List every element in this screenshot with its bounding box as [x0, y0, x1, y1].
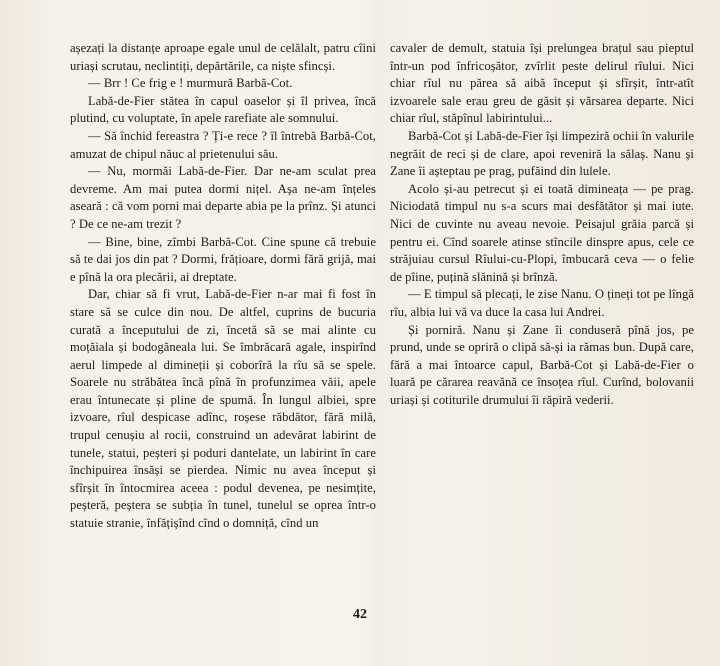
paragraph: Dar, chiar să fi vrut, Labă-de-Fier n-ar mai fi fost în stare să se culce din nou. De altfel, cuprins de bucuria curată a începutului de zi, încetă să se mai alinte cu moțăiala și bodogăneala lui. Se îmbrăcară agale, inspirînd aerul limpede al dimineții și coborîră la rîu să se spele. Soarele nu străbătea încă pînă în profunzimea văii, apele erau întunecate și pline de spumă. În lungul albiei, spre izvoare, rîul despicase adînc, roșese răbdător, fără milă, trupul cenușiu al rocii, construind un adevărat labirint de tunele, statui, peșteri și poduri dantelate, un labirint în care închipuirea însăși se pierdea. Nimic nu avea început și sfîrșit în întocmirea aceea : podul devenea, pe nesimțite, peșteră, peștera se subția în tunel, tunelul se oprea într-o statuie stranie, înfățișînd cînd o domniță, cînd un	[70, 287, 376, 531]
left-text-column	[70, 40, 376, 533]
paragraph: Barbă-Cot și Labă-de-Fier își limpeziră ochii în valurile negrăit de reci și de clare, apoi reveniră la sălaș. Nanu și Zane îi așteptau pe prag, pufăind din lulele.	[390, 128, 694, 179]
paragraph: — Să închid fereastra ? Ți-e rece ? îl întrebă Barbă-Cot, amuzat de chipul năuc al prietenului său.	[70, 128, 376, 161]
right-text-column	[390, 40, 694, 409]
paragraph: Și porniră. Nanu și Zane îi conduseră pînă jos, pe prund, unde se opriră o clipă să-și ia rămas bun. După care, fără a mai întoarce capul, Barbă-Cot și Labă-de-Fier o luară pe cărarea reavănă ce însoțea rîul. Curînd, bolovanii uriași și cotiturile drumului îi răpiră vederii.	[390, 322, 694, 407]
paragraph: cavaler de demult, statuia își prelungea brațul sau pieptul într-un pod înfricoșător, zvîrlit peste delirul rîului. Nici chiar rîul nu părea să aibă început și sfîrșit, într-atît izvoarele sale erau greu de găsit și vărsarea departe. Nici chiar rîul, stăpînul labirintului...	[390, 41, 694, 126]
paragraph: așezați la distanțe aproape egale unul de celălalt, patru cîini uriași scrutau, neclintiți, depărtările, ca niște sfincși.	[70, 41, 376, 73]
paragraph: — Nu, mormăi Labă-de-Fier. Dar ne-am sculat prea devreme. Am mai putea dormi nițel. Așa ne-am înțeles aseară : că vom porni mai departe abia pe la prînz. Și atunci ? De ce ne-am trezit ?	[70, 164, 376, 231]
paragraph: — E timpul să plecați, le zise Nanu. O țineți tot pe lîngă rîu, albia lui vă va duce la casa lui Andrei.	[390, 287, 694, 319]
paragraph: — Brr ! Ce frig e ! murmură Barbă-Cot.	[88, 76, 293, 91]
paragraph: Labă-de-Fier stătea în capul oaselor și îl privea, încă plutind, cu voluptate, în apele rarefiate ale somnului.	[70, 93, 376, 126]
paragraph: Acolo și-au petrecut și ei toată dimineața — pe prag. Niciodată timpul nu s-a scurs mai desfătător și mai iute. Nici de cuvinte nu aveau nevoie. Peisajul grăia parcă și pentru ei. Cînd soarele atinse stîncile dinspre apus, cele ce străjuiau cursul Rîului-cu-Plopi, îmbucară ceva — o felie de pîine, puțină slănină și brînză.	[390, 181, 694, 284]
paragraph: — Bine, bine, zîmbi Barbă-Cot. Cine spune că trebuie să te dai jos din pat ? Dormi, frățioare, dormi fără grijă, mai e pînă la ora plecării, ai dreptate.	[70, 234, 376, 284]
page-number: 42	[353, 607, 367, 622]
